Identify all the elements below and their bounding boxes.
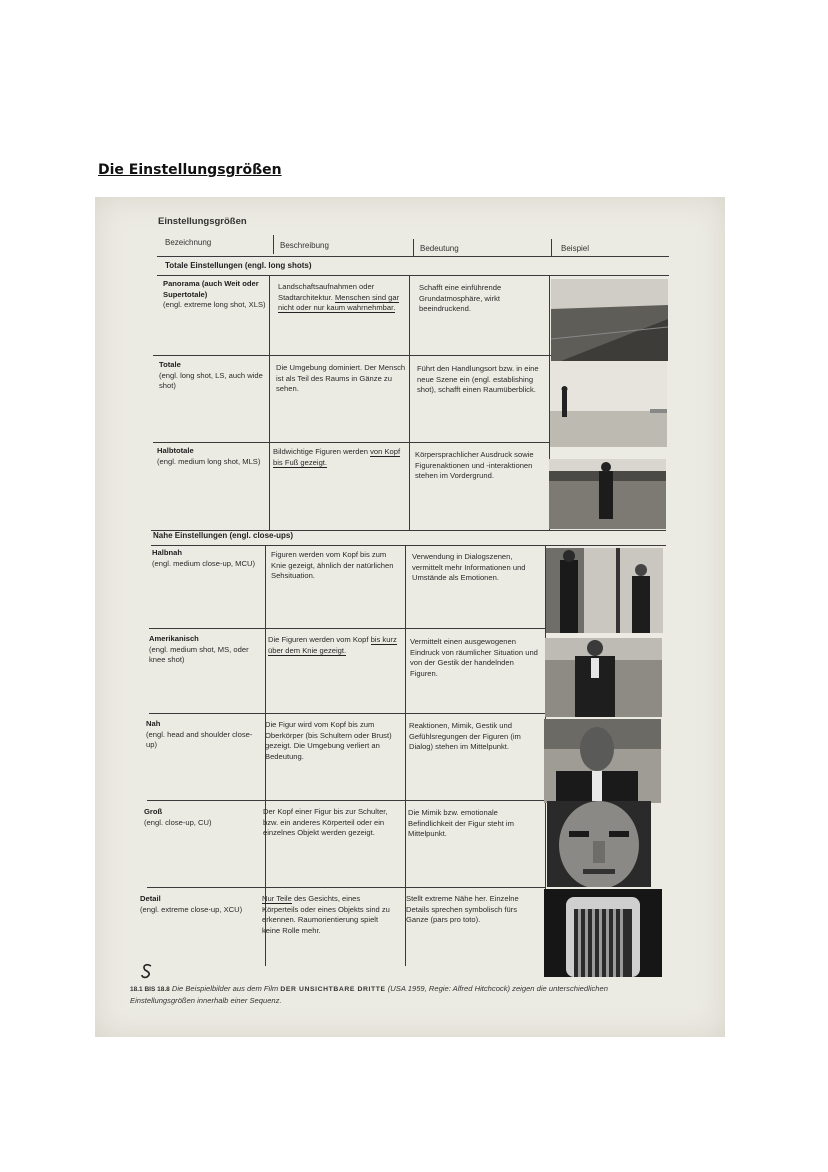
row-halbtotale-meaning: Körpersprachlicher Ausdruck sowie Figurenaktionen und -interaktionen stehen im Vordergrund.: [415, 450, 534, 480]
figure-caption: 18.1 BIS 18.8 Die Beispielbilder aus dem Film DER UNSICHTBARE DRITTE (USA 1959, Regie: Alfred Hitchcock) zeigen die unterschiedlichen Einstellungsgrößen innerhalb einer Sequenz.: [130, 984, 608, 1005]
row-amerikanisch-meaning: Vermittelt einen ausgewogenen Eindruck von räumlicher Situation und von der Gestik der handelnden Figuren.: [410, 637, 538, 678]
row-gross-name: Groß (engl. close-up, CU): [144, 807, 212, 827]
row-detail-name: Detail (engl. extreme close-up, XCU): [140, 894, 243, 914]
header-name: Bezeichnung: [165, 238, 212, 247]
photo-halbtotale: [549, 459, 666, 529]
page-heading: Die Einstellungsgrößen: [98, 162, 282, 178]
section-rule: [151, 545, 666, 546]
section-rule: [157, 275, 669, 276]
header-mean: Bedeutung: [420, 244, 459, 253]
handwritten-mark-icon: [140, 963, 154, 979]
row-detail-meaning: Stellt extreme Nähe her. Einzelne Details sprechen symbolisch fürs Ganze (pars pro toto).: [406, 894, 519, 924]
photo-totale: [550, 361, 667, 447]
row-rule: [147, 800, 545, 801]
header-rule: [157, 256, 669, 257]
scanned-table-page: [95, 197, 725, 1037]
section-total-label: Totale Einstellungen (engl. long shots): [165, 261, 312, 270]
column-rule: [409, 276, 410, 530]
row-totale-meaning: Führt den Handlungsort bzw. in eine neue Szene ein (engl. establishing shot), schafft einen Raumüberblick.: [417, 364, 539, 394]
header-desc: Beschreibung: [280, 241, 329, 250]
photo-halbnah: [546, 548, 663, 633]
row-rule: [147, 887, 545, 888]
row-totale-name: Totale (engl. long shot, LS, auch wide shot): [159, 360, 263, 390]
row-nah-meaning: Reaktionen, Mimik, Gestik und Gefühlsregungen der Figuren (im Dialog) stehen im Mittelpunkt.: [409, 721, 521, 751]
photo-gross: [547, 801, 651, 887]
row-amerikanisch-name: Amerikanisch (engl. medium shot, MS, oder knee shot): [149, 634, 249, 664]
row-panorama-desc: Landschaftsaufnahmen oder Stadtarchitektur. Menschen sind gar nicht oder nur kaum wahrnehmbar.: [278, 282, 400, 312]
photo-panorama: [551, 279, 668, 361]
section-close-label: Nahe Einstellungen (engl. close-ups): [153, 531, 294, 540]
photo-detail: [544, 889, 662, 977]
row-rule: [153, 442, 551, 443]
row-rule: [149, 628, 545, 629]
row-gross-meaning: Die Mimik bzw. emotionale Befindlichkeit der Figur steht im Mittelpunkt.: [408, 808, 514, 838]
row-halbnah-desc: Figuren werden vom Kopf bis zum Knie gezeigt, ähnlich der natürlichen Sehsituation.: [271, 550, 394, 580]
row-amerikanisch-desc: Die Figuren werden vom Kopf bis kurz über dem Knie gezeigt.: [268, 635, 397, 655]
sheet-title: Einstellungsgrößen: [158, 216, 247, 227]
row-halbnah-name: Halbnah (engl. medium close-up, MCU): [152, 548, 255, 568]
photo-nah: [544, 719, 661, 803]
header-separator: [273, 235, 274, 254]
row-panorama-meaning: Schafft eine einführende Grundatmosphäre, wirkt beeindruckend.: [419, 283, 502, 313]
row-nah-desc: Die Figur wird vom Kopf bis zum Oberkörper (bis Schultern oder Brust) gezeigt. Die Umgebung verliert an Bedeutung.: [265, 720, 392, 761]
header-example: Beispiel: [561, 244, 590, 253]
row-gross-desc: Der Kopf einer Figur bis zur Schulter, bzw. ein anderes Körperteil oder ein einzelnes Objekt werden gezeigt.: [263, 807, 388, 837]
row-halbtotale-desc: Bildwichtige Figuren werden von Kopf bis Fuß gezeigt.: [273, 447, 401, 467]
row-rule: [149, 713, 545, 714]
column-rule: [269, 276, 270, 530]
header-separator: [551, 239, 552, 256]
row-halbnah-meaning: Verwendung in Dialogszenen, vermittelt mehr Informationen und Umstände als Emotionen.: [412, 552, 526, 582]
header-separator: [413, 239, 414, 256]
row-nah-name: Nah (engl. head and shoulder close-up): [146, 719, 253, 749]
row-halbtotale-name: Halbtotale (engl. medium long shot, MLS): [157, 446, 261, 466]
row-detail-desc: Nur Teile des Gesichts, eines Körperteils oder eines Objekts sind zu erkennen. Raumorientierung spielt keine Rolle mehr.: [262, 894, 390, 935]
photo-amerikanisch: [545, 638, 662, 717]
row-totale-desc: Die Umgebung dominiert. Der Mensch ist als Teil des Raums in Gänze zu sehen.: [276, 363, 406, 393]
row-panorama-name: Panorama (auch Weit oder Supertotale) (engl. extreme long shot, XLS): [163, 279, 266, 309]
row-rule: [153, 355, 551, 356]
